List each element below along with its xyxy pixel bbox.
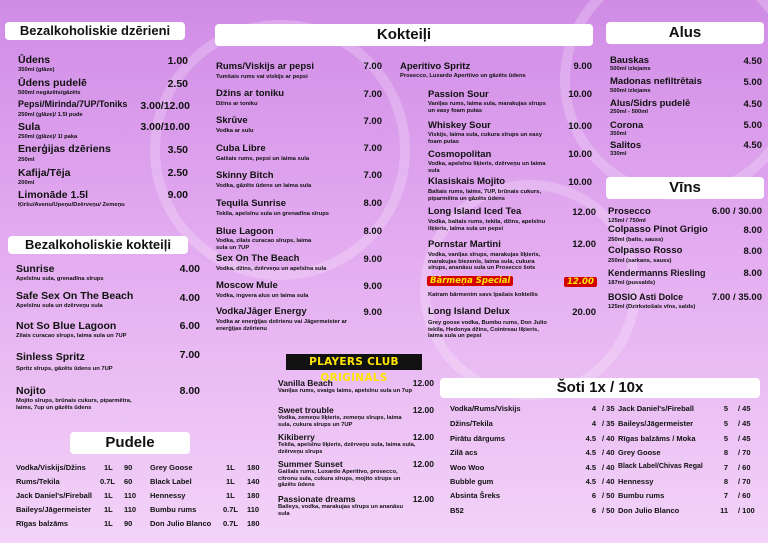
menu-item-price: 10.00 [568, 177, 592, 188]
menu-item-price: 5.00 [743, 120, 762, 131]
menu-item-name: Skrūve [216, 115, 248, 126]
bottle-name: Hennessy [150, 491, 186, 500]
shot-price-ten: / 60 [738, 491, 751, 500]
menu-item-price: 3.00/10.00 [140, 121, 190, 133]
menu-item-desc: Džins ar toniku [216, 101, 258, 107]
bottle-size: 0.7L [223, 505, 239, 514]
mocktails-header: Bezalkoholiskie kokteiļi [8, 236, 188, 254]
menu-item-desc: Vodka, vaniļas sīrups, marakujas liķieris, marakujas biezenis, laima sula, cukura sīrups, ananāsu sula un Prosecco šots [428, 252, 541, 271]
menu-item-desc: Vaniļas rums, svaigs laims, apelsīnu sula un 7up [278, 388, 413, 394]
bottle-size: 1L [226, 491, 235, 500]
bottle-size: 1L [104, 519, 113, 528]
menu-item-price: 12.00 [572, 207, 596, 218]
menu-item-price: 6.00 [179, 320, 200, 332]
bottle-price: 90 [124, 519, 133, 528]
shot-name: Woo Woo [450, 463, 485, 472]
menu-item-desc: 500ml negāzēts/gāzēts [18, 90, 81, 96]
shot-name: B52 [450, 506, 464, 515]
shot-price-single: 5 [723, 434, 728, 443]
menu-item-desc: Prosecco, Luxardo Aperitivo un gāzēts ūdens [400, 73, 526, 79]
menu-item-name: Bauskas [610, 55, 650, 66]
menu-item-name: Passionate dreams [278, 494, 356, 504]
shot-price-single: 8 [723, 448, 728, 457]
menu-item-price: 5.00 [743, 77, 762, 88]
menu-item-desc: Ķiršu/Avenu/Upeņu/Dzērveņu/ Zemeņu [18, 202, 125, 208]
menu-item-price: 9.00 [573, 61, 592, 72]
menu-item-price: 2.50 [167, 78, 188, 90]
bottle-size: 1L [104, 491, 113, 500]
menu-item-desc: Apelsīnu sula, grenadīna sīrups [16, 276, 104, 282]
shot-name: Pirātu dārgums [450, 434, 506, 443]
bottle-price: 60 [124, 477, 133, 486]
shot-price-single: 4.5 [585, 477, 596, 486]
bottle-name: Vodka/Viskijs/Džins [16, 463, 86, 472]
menu-item-name: Salitos [610, 140, 642, 151]
bottle-size: 1L [104, 463, 113, 472]
barmen-special-label: Bārmeņa Special [427, 276, 513, 286]
menu-item-price: 12.00 [572, 239, 596, 250]
menu-item-price: 12.00 [412, 378, 434, 388]
bottle-name: Don Julio Blanco [150, 519, 212, 528]
shot-name: Bumbu rums [618, 491, 665, 500]
menu-item-desc: Vodka ar sulu [216, 128, 254, 134]
shot-price-ten: / 50 [602, 506, 615, 515]
menu-item-desc: Tekila, apelsīnu liķieris, dzērveņu sula, laima sula, dzērveņu sīrups [278, 442, 416, 455]
menu-item-desc: Tumšais rums vai viskijs ar pepsi [216, 74, 308, 80]
bottle-size: 1L [226, 477, 235, 486]
shot-name: Bubble gum [450, 477, 494, 486]
menu-item-price: 4.50 [743, 99, 762, 110]
shot-name: Baileys/Jāgermeister [618, 419, 694, 428]
bottle-name: Rums/Tekila [16, 477, 60, 486]
menu-item-price: 3.00/12.00 [140, 100, 190, 112]
menu-item-desc: 250ml (glāze)/ 1.5l pude [18, 112, 83, 118]
bottle-price: 180 [247, 463, 260, 472]
shot-price-single: 5 [723, 404, 728, 413]
menu-item-name: Alus/Sidrs pudelē [610, 98, 691, 109]
menu-item-desc: Spritz sīrups, gāzēts ūdens un 7UP [16, 366, 113, 372]
menu-item-price: 8.00 [743, 246, 762, 257]
menu-item-desc: Apelsīnu sula un dzērveņu sula [16, 303, 103, 309]
bottle-price: 110 [124, 491, 137, 500]
shot-price-ten: / 40 [602, 463, 615, 472]
bottle-price: 110 [124, 505, 137, 514]
menu-item-price: 12.00 [412, 494, 434, 504]
menu-item-name: Prosecco [608, 206, 651, 217]
menu-item-desc: Vodka, zemeņu liķieris, zemeņu sīrups, laima sula, cukura sīrups un 7UP [278, 415, 402, 428]
bottle-size: 0.7L [223, 519, 239, 528]
shot-price-ten: / 45 [738, 419, 751, 428]
shot-price-ten: / 70 [738, 448, 751, 457]
menu-item-name: Aperitivo Spritz [400, 61, 471, 72]
menu-item-desc: 250ml (balts, sauss) [608, 237, 664, 243]
shot-price-single: 4 [591, 419, 596, 428]
shot-price-single: 4.5 [585, 463, 596, 472]
menu-item-price: 7.00 [363, 61, 382, 72]
shot-name: Black Label/Chivas Regal [618, 463, 703, 470]
menu-item-desc: 500ml izlejams [610, 66, 651, 72]
bottle-name: Baileys/Jāgermeister [16, 505, 92, 514]
menu-item-desc: Vaniļas rums, laima sula, marakujas sīrups un easy foam putas [428, 101, 546, 114]
menu-item-desc: 187ml (pussalds) [608, 280, 656, 286]
shot-price-single: 8 [723, 477, 728, 486]
menu-item-price: 4.00 [179, 263, 200, 275]
menu-item-desc: Baltais rums, laims, 7UP, brūnais cukurs, piparmētra un gāzēts ūdens [428, 189, 541, 202]
shot-price-single: 6 [591, 491, 596, 500]
bottle-price: 180 [247, 519, 260, 528]
shot-price-ten: / 100 [738, 506, 755, 515]
menu-item-price: 20.00 [572, 307, 596, 318]
menu-item-desc: Baileys, vodka, marakujas sīrups un ananāsu sula [278, 504, 404, 517]
menu-item-price: 10.00 [568, 149, 592, 160]
bottle-price: 110 [247, 505, 260, 514]
menu-item-name: Colpasso Pinot Grigio [608, 224, 708, 235]
shot-price-ten: / 45 [738, 434, 751, 443]
menu-item-price: 4.50 [743, 56, 762, 67]
menu-item-price: 4.00 [179, 292, 200, 304]
menu-item-name: Limonāde 1.5l [18, 189, 89, 201]
menu-item-price: 7.00 [179, 349, 200, 361]
menu-item-price: 9.00 [363, 281, 382, 292]
menu-item-price: 8.00 [179, 385, 200, 397]
menu-item-name: Kendermanns Riesling [608, 268, 706, 278]
bottle-price: 140 [247, 477, 260, 486]
menu-item-desc: 500ml izlejams [610, 88, 651, 94]
menu-item-desc: Zilais curacao sīrups, laima sula un 7UP [16, 333, 127, 339]
shot-name: Absinta Šreks [450, 491, 501, 500]
shot-price-ten: / 50 [602, 491, 615, 500]
menu-item-name: Whiskey Sour [428, 120, 491, 131]
menu-item-desc: 125ml (Dzirkstošais vīns, salds) [608, 304, 696, 310]
menu-item-price: 10.00 [568, 89, 592, 100]
menu-item-name: Long Island Iced Tea [428, 206, 522, 217]
menu-item-desc: Gaišais rums, Luxardo Aperitivo, prosecco, citronu sula, cukura sīrups, mojito sīrups un gāzēts ūdens [278, 469, 401, 488]
menu-item-name: Pornstar Martini [428, 239, 501, 250]
shot-name: Džins/Tekila [450, 419, 493, 428]
menu-item-desc: Gaišais rums, pepsi un laima sula [216, 156, 310, 162]
menu-item-price: 12.00 [412, 432, 434, 442]
menu-item-desc: Grey goose vodka, Bumbu rums, Don Julio tekila, Hedonya džins, Cointreau liķieris, laima sula un pepsi [428, 320, 547, 339]
shot-price-ten: / 70 [738, 477, 751, 486]
menu-item-name: Pepsi/Mirinda/7UP/Toniks [18, 99, 128, 109]
menu-item-price: 4.50 [743, 140, 762, 151]
menu-item-name: Passion Sour [428, 89, 489, 100]
menu-item-price: 6.00 / 30.00 [711, 206, 762, 217]
menu-item-desc: 250ml (glāze)/ 1l paka [18, 134, 78, 140]
menu-item-desc: Vodka, gāzēts ūdens un laima sula [216, 183, 312, 189]
menu-item-desc: Katram bārmenim savs īpašais kokteilis [428, 292, 538, 298]
shot-price-ten: / 40 [602, 448, 615, 457]
non-alcoholic-header: Bezalkoholiskie dzērieni [5, 22, 185, 40]
menu-item-price: 8.00 [363, 226, 382, 237]
menu-item-name: Sinless Spritz [16, 351, 85, 363]
menu-item-name: Madonas nefiltrētais [610, 76, 702, 87]
menu-item-price: 7.00 / 35.00 [711, 292, 762, 303]
beer-header: Alus [606, 22, 764, 44]
bottle-size: 0.7L [100, 477, 116, 486]
menu-item-price: 7.00 [363, 170, 382, 181]
shot-name: Grey Goose [618, 448, 661, 457]
menu-item-name: Moscow Mule [216, 280, 278, 291]
bottle-name: Bumbu rums [150, 505, 197, 514]
menu-item-name: Ūdens pudelē [18, 77, 87, 89]
menu-item-name: Sweet trouble [278, 405, 334, 415]
menu-item-name: Nojito [16, 385, 46, 397]
cocktails-header: Kokteiļi [215, 24, 593, 46]
shot-price-single: 4 [591, 404, 596, 413]
shot-price-ten: / 60 [738, 463, 751, 472]
menu-item-name: Vodka/Jāger Energy [216, 306, 307, 317]
menu-item-price: 3.50 [167, 144, 188, 156]
players-club-header: PLAYERS CLUB ORIGINALS [286, 354, 422, 370]
menu-item-name: Sula [18, 121, 41, 133]
shot-price-single: 5 [723, 419, 728, 428]
shot-price-single: 11 [720, 506, 728, 515]
menu-item-desc: Vodka, zilais curacao sīrups, laima sula un 7UP [216, 238, 312, 251]
menu-item-name: Ūdens [18, 54, 51, 66]
menu-item-desc: 250ml - 500ml [610, 109, 649, 115]
menu-item-name: Sex On The Beach [216, 253, 300, 264]
shot-price-single: 7 [723, 491, 728, 500]
menu-item-price: 1.00 [167, 55, 188, 67]
menu-item-name: Corona [610, 120, 644, 131]
menu-item-name: Kafija/Tēja [18, 167, 71, 179]
bottle-price: 90 [124, 463, 133, 472]
shots-header: Šoti 1x / 10x [440, 378, 760, 398]
menu-item-name: Not So Blue Lagoon [16, 320, 117, 332]
bottle-name: Black Label [150, 477, 192, 486]
menu-item-name: Enerģijas dzēriens [18, 143, 111, 155]
menu-item-desc: Mojito sīrups, brūnais cukurs, piparmētra, laims, 7up un gāzēts ūdens [16, 398, 132, 411]
barmen-special-price: 12.00 [564, 277, 597, 287]
bottle-name: Grey Goose [150, 463, 193, 472]
menu-item-name: Rums/Viskijs ar pepsi [216, 61, 315, 72]
menu-item-name: Cosmopolitan [428, 149, 492, 160]
menu-item-desc: Vodka ar enerģijas dzērienu vai Jāgermeister ar enerģijas dzērienu [216, 319, 348, 332]
menu-item-price: 12.00 [412, 405, 434, 415]
menu-item-name: Sunrise [16, 263, 55, 275]
menu-item-desc: 250ml (sarkans, sauss) [608, 258, 672, 264]
menu-item-desc: Vodka, ingvera alus un laima sula [216, 293, 309, 299]
menu-item-name: Long Island Delux [428, 306, 510, 317]
shot-price-single: 6 [591, 506, 596, 515]
menu-item-name: Cuba Libre [216, 143, 266, 154]
menu-item-desc: 330ml [610, 151, 627, 157]
menu-item-price: 10.00 [568, 121, 592, 132]
menu-item-price: 7.00 [363, 116, 382, 127]
shot-price-single: 4.5 [585, 434, 596, 443]
menu-item-desc: Tekila, apelsīnu sula un grenadīna sīrups [216, 211, 329, 217]
shot-price-single: 7 [723, 463, 728, 472]
menu-item-name: Džins ar toniku [216, 88, 285, 99]
shot-price-ten: / 35 [602, 404, 615, 413]
menu-item-price: 12.00 [412, 459, 434, 469]
menu-item-name: Kikiberry [278, 432, 315, 442]
menu-item-desc: Viskijs, laima sula, cukura sīrups un easy foam putas [428, 132, 542, 145]
menu-item-desc: 350ml [610, 131, 627, 137]
menu-item-price: 2.50 [167, 167, 188, 179]
shot-name: Don Julio Blanco [618, 506, 680, 515]
menu-item-desc: 200ml [18, 180, 35, 186]
bottle-size: 1L [104, 505, 113, 514]
shot-name: Hennessy [618, 477, 654, 486]
menu-item-desc: Vodka, džins, dzērveņu un apelsīna sula [216, 266, 327, 272]
menu-item-name: Summer Sunset [278, 459, 343, 469]
menu-item-desc: 250ml [18, 157, 35, 163]
shot-name: Rīgas balzāms / Moka [618, 434, 696, 443]
bottles-header: Pudele [70, 432, 190, 454]
shot-price-ten: / 40 [602, 477, 615, 486]
menu-item-name: Skinny Bitch [216, 170, 274, 181]
menu-item-price: 9.00 [167, 189, 188, 201]
shot-name: Zilā acs [450, 448, 478, 457]
menu-item-name: Safe Sex On The Beach [16, 290, 134, 302]
shot-price-single: 4.5 [585, 448, 596, 457]
menu-item-name: Klasiskais Mojito [428, 176, 506, 187]
shot-name: Vodka/Rums/Viskijs [450, 404, 521, 413]
menu-item-desc: Vodka, apelsīnu liķieris, dzērveņu un laima sula [428, 161, 546, 174]
bottle-size: 1L [226, 463, 235, 472]
menu-item-desc: 125ml / 750ml [608, 218, 646, 224]
menu-item-name: Tequila Sunrise [216, 198, 287, 209]
menu-item-price: 9.00 [363, 254, 382, 265]
menu-item-name: BOSIO Asti Dolce [608, 292, 684, 302]
bottle-name: Rīgas balzāms [16, 519, 69, 528]
shot-price-ten: / 40 [602, 434, 615, 443]
bottle-name: Jack Daniel's/Fireball [16, 491, 92, 500]
shot-price-ten: / 35 [602, 419, 615, 428]
menu-item-name: Vanilla Beach [278, 378, 333, 388]
menu-item-desc: 350ml (glāze) [18, 67, 55, 73]
bottle-price: 180 [247, 491, 260, 500]
menu-item-price: 8.00 [743, 225, 762, 236]
menu-item-price: 8.00 [743, 268, 762, 279]
menu-item-name: Blue Lagoon [216, 226, 274, 237]
menu-item-price: 7.00 [363, 143, 382, 154]
menu-item-price: 8.00 [363, 198, 382, 209]
shot-name: Jack Daniel's/Fireball [618, 404, 694, 413]
menu-item-desc: Vodka, baltais rums, tekila, džins, apelsīnu liķieris, laima sula un pepsi [428, 219, 546, 232]
menu-item-price: 7.00 [363, 89, 382, 100]
menu-item-name: Colpasso Rosso [608, 245, 683, 256]
wine-header: Vīns [606, 177, 764, 199]
shot-price-ten: / 45 [738, 404, 751, 413]
menu-item-price: 9.00 [363, 307, 382, 318]
